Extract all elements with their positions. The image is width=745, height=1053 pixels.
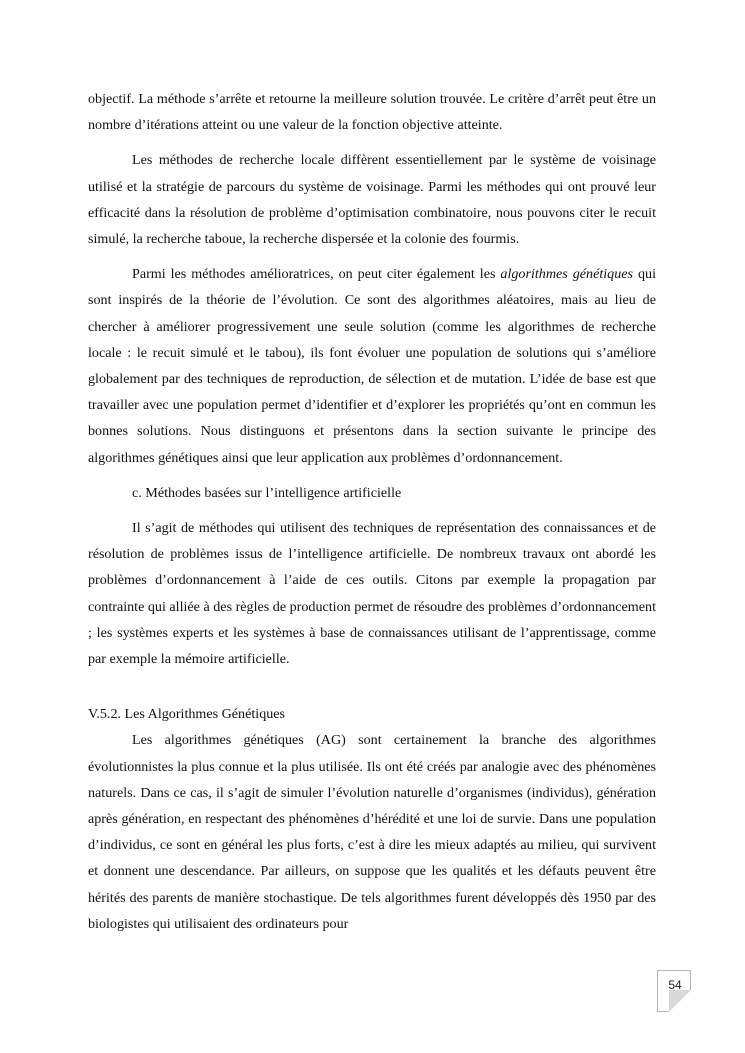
paragraph-local-search: Les méthodes de recherche locale diffèrent essentiellement par le système de voisinage utilisé et la stratégie de parcours du système de voisinage. Parmi les méthodes qui ont prouvé leur efficacité dans la résolution de problème d’optimisation combinatoire, nous pouvons citer le recuit simulé, la recherche taboue, la recherche dispersée et la colonie des fourmis. <box>88 152 656 248</box>
paragraph-genetic-algorithms: Les algorithmes génétiques (AG) sont certainement la branche des algorithmes évolutionnistes la plus connue et la plus utilisée. Ils ont été créés par analogie avec des phénomènes naturels. Dans ce cas, il s’agit de simuler l’évolution naturelle d’organismes (individus), génération après génération, en respectant des phénomènes d’hérédité et une loi de survie. Dans une population d’individus, ce sont en général les plus forts, c’est à dire les mieux adaptés au milieu, qui survivent et donnent une descendance. Par ailleurs, on suppose que les qualités et les défauts peuvent être hérités des parents de manière stochastique. De tels algorithmes furent développés dès 1950 par des biologistes qui utilisaient des ordinateurs pour <box>88 732 656 932</box>
paragraph-genetic-intro-end: qui sont inspirés de la théorie de l’évolution. Ce sont des algorithmes aléatoires, mais au lieu de chercher à améliorer progressivement une seule solution (comme les algorithmes de recherche locale : le recuit simulé et le tabou), ils font évoluer une population de solutions qui s’améliore globalement par des techniques de reproduction, de sélection et de mutation. L’idée de base est que travailler avec une population permet d’identifier et d’explorer les propriétés qu’ont en commun les bonnes solutions. Nous distinguons et présentons dans la section suivante le principe des algorithmes génétiques ainsi que leur application aux problèmes d’ordonnancement. <box>88 266 656 466</box>
document-page <box>88 86 656 937</box>
page-number-box <box>657 970 691 1012</box>
paragraph-ai-methods: Il s’agit de méthodes qui utilisent des techniques de représentation des connaissances et de résolution de problèmes issus de l’intelligence artificielle. De nombreux travaux ont abordé les problèmes d’ordonnancement à l’aide de ces outils. Citons par exemple la propagation par contrainte qui alliée à des règles de production permet de résoudre des problèmes d’ordonnancement ; les systèmes experts et les systèmes à base de connaissances utilisant de l’apprentissage, comme par exemple la mémoire artificielle. <box>88 520 656 668</box>
subheading-ai-methods: c. Méthodes basées sur l’intelligence artificielle <box>132 484 402 501</box>
paragraph-genetic-intro <box>88 261 656 471</box>
page-number: 54 <box>668 978 682 992</box>
paragraph-stopping-criterion: objectif. La méthode s’arrête et retourne la meilleure solution trouvée. Le critère d’arrêt peut être un nombre d’itérations atteint ou une valeur de la fonction objective atteinte. <box>88 91 656 134</box>
section-title-genetic-algorithms: V.5.2. Les Algorithmes Génétiques <box>88 706 286 723</box>
page-curl-icon <box>669 990 691 1012</box>
genetic-algorithms-term: algorithmes génétiques <box>500 266 633 283</box>
paragraph-genetic-intro-start: Parmi les méthodes amélioratrices, on peut citer également les <box>132 266 501 283</box>
